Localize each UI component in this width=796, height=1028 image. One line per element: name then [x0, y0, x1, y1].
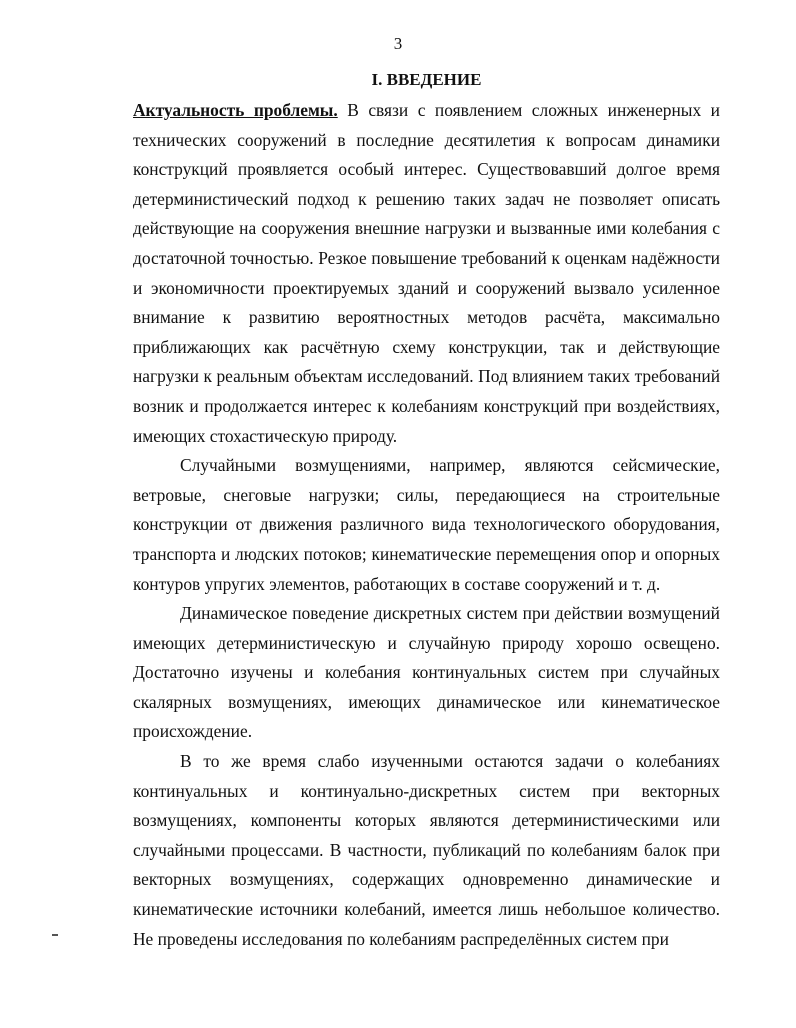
body-text: [133, 96, 720, 954]
paragraph-continual-systems: В то же время слабо изученными остаются задачи о колебаниях континуальных и континуально-дискретных систем при векторных возмущениях, компоненты которых являются детерминистическими или случайными процессами. В частности, публикаций по колебаниям балок при векторных возмущениях, содержащих одновременно динамические и кинематические источники колебаний, имеется лишь небольшое количество. Не проведены исследования по колебаниям распределённых систем при: [133, 751, 720, 949]
paragraph-discrete-systems: Динамическое поведение дискретных систем при действии возмущений имеющих детерминистическую и случайную природу хорошо освещено. Достаточно изучены и колебания континуальных систем при случайных скалярных возмущениях, имеющих динамическое или кинематическое происхождение.: [133, 603, 720, 742]
scan-mark: [52, 934, 58, 936]
paragraph-relevance: [133, 96, 720, 451]
page-number: 3: [393, 34, 403, 53]
paragraph-random-disturbances: Случайными возмущениями, например, являются сейсмические, ветровые, снеговые нагрузки; силы, передающиеся на строительные конструкции от движения различного вида технологического оборудования, транспорта и людских потоков; кинематические перемещения опор и опорных контуров упругих элементов, работающих в составе сооружений и т. д.: [133, 455, 720, 594]
paragraph-lead: Актуальность проблемы.: [133, 100, 338, 120]
paragraph-text: В связи с появлением сложных инженерных и технических сооружений в последние десятилетия к вопросам динамики конструкций проявляется особый интерес. Существовавший долгое время детерминистический подход к решению таких задач не позволяет описать действующие на сооружения внешние нагрузки и вызванные ими колебания с достаточной точностью. Резкое повышение требований к оценкам надёжности и экономичности проектируемых зданий и сооружений вызвало усиленное внимание к развитию вероятностных методов расчёта, максимально приближающих как расчётную схему конструкции, так и действующие нагрузки к реальным объектам исследований. Под влиянием таких требований возник и продолжается интерес к колебаниям конструкций при воздействиях, имеющих стохастическую природу.: [133, 100, 720, 446]
section-heading: I. ВВЕДЕНИЕ: [371, 70, 482, 89]
